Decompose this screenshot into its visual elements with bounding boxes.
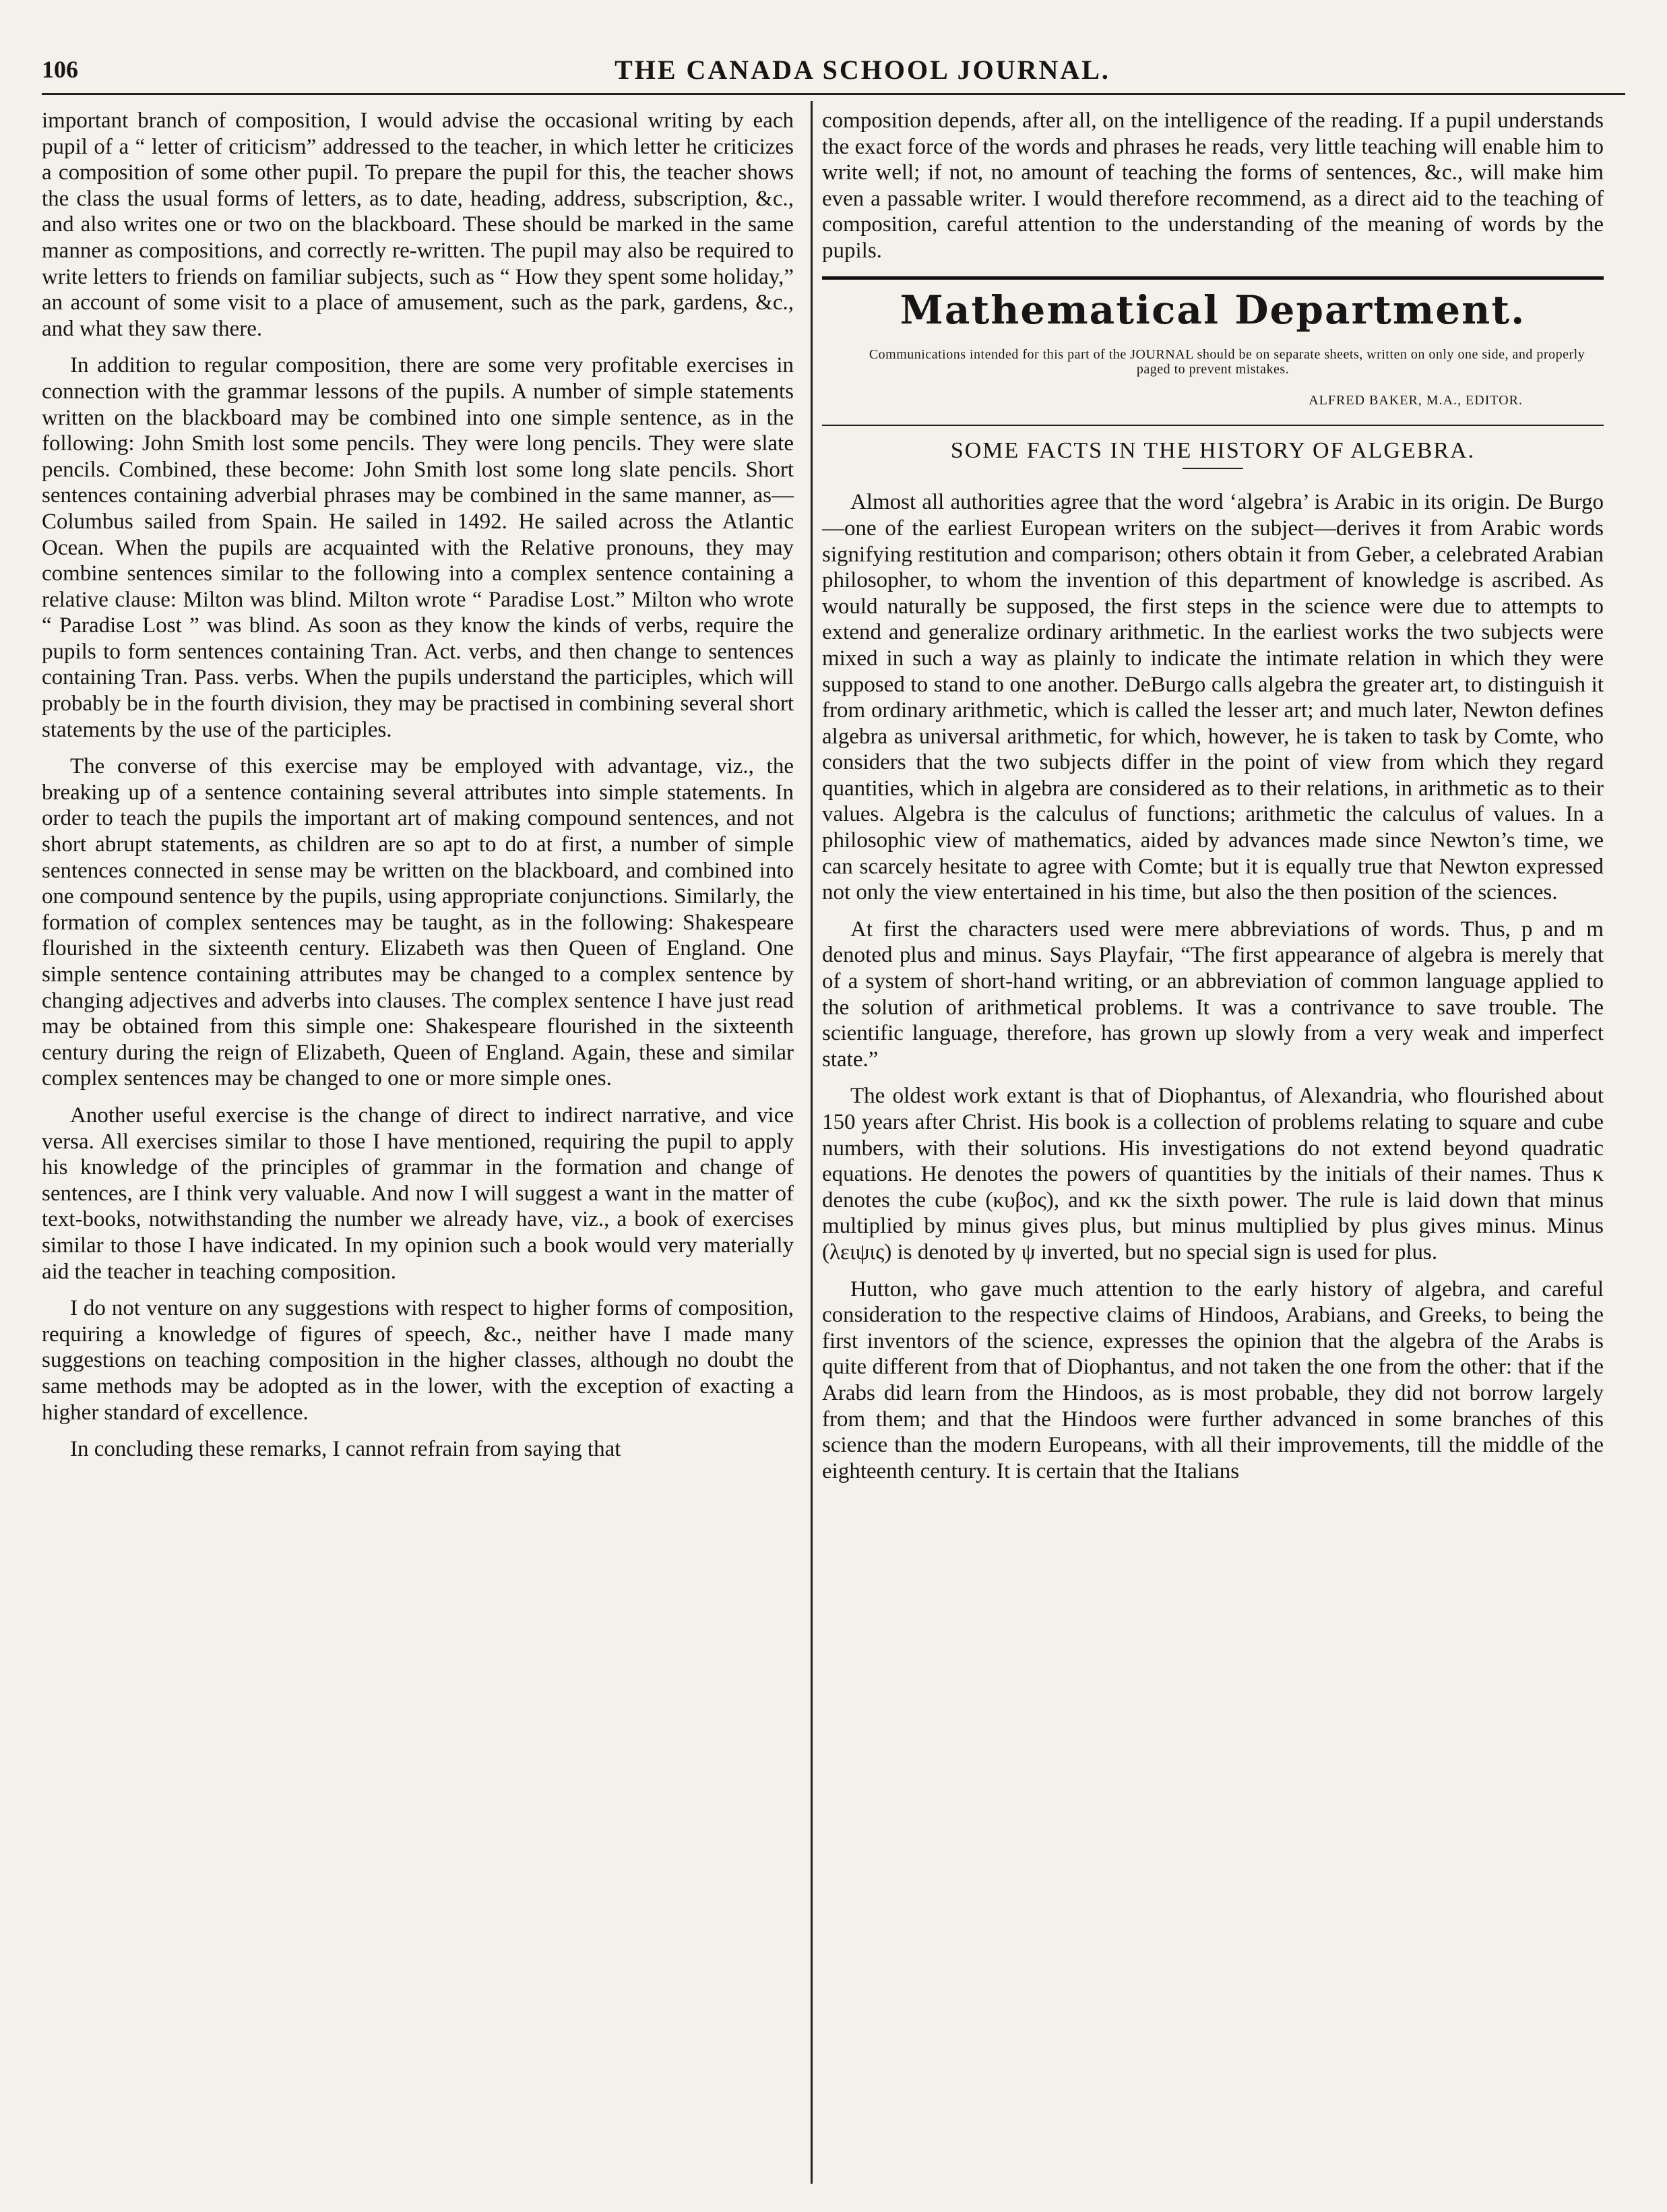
paragraph: In concluding these remarks, I cannot refrain from saying that xyxy=(70,1437,621,1462)
department-notice: Communications intended for this part of the JOURNAL should be on separate sheets, written on only one side, and properly paged to prevent mistakes. xyxy=(869,347,1585,377)
paragraph: The oldest work extant is that of Diophantus, of Alexandria, who flourished about 150 years after Christ. His book is a collection of problems relating to square and cube numbers, with their solutions. His investigations do not extend beyond quadratic equations. He denotes the powers of quantities by the initials of their names. Thus κ denotes the cube (κυβος), and κκ the sixth power. The rule is laid down that minus multiplied by minus gives plus, but minus multiplied by plus gives minus. Minus (λειψις) is denoted by ψ inverted, but no special sign is used for plus. xyxy=(822,1084,1604,1264)
section-rule xyxy=(822,276,1604,280)
department-title: Mathematical Department. xyxy=(900,286,1526,333)
paragraph: important branch of composition, I would advise the occasional writing by each pupil of a “ letter of criticism” addressed to the teacher, in which letter he criticizes a composition of some other pupil. To prepare the pupil for this, the teacher shows the class the usual forms of letters, as to date, heading, address, subscription, &c., and also writes one or two on the blackboard. These should be marked in the same manner as compositions, and correctly re-written. The pupil may also be required to write letters to friends on familiar subjects, such as “ How they spent some holiday,” an account of some visit to a place of amusement, such as the park, gardens, &c., and what they saw there. xyxy=(42,109,794,341)
heading-rule xyxy=(1183,468,1243,469)
header-rule xyxy=(42,93,1625,95)
article-heading: SOME FACTS IN THE HISTORY OF ALGEBRA. xyxy=(950,437,1476,463)
page-number: 106 xyxy=(42,56,78,83)
left-column xyxy=(42,108,794,1473)
paragraph: In addition to regular composition, there are some very profitable exercises in connection with the grammar lessons of the pupils. A number of simple statements written on the blackboard may be combined into one simple sentence, as in the following: John Smith lost some pencils. They were long pencils. They were slate pencils. Combined, these become: John Smith lost some long slate pencils. Short sentences containing adverbial phrases may be combined in the same manner, as—Columbus sailed from Spain. He sailed in 1492. He sailed across the Atlantic Ocean. When the pupils are acquainted with the Relative pronouns, they may combine sentences similar to the following into a complex sentence containing a relative clause: Milton was blind. Milton wrote “ Paradise Lost.” Milton who wrote “ Paradise Lost ” was blind. As soon as they know the kinds of verbs, require the pupils to form sentences containing Tran. Act. verbs, and then change to sentences containing Tran. Pass. verbs. When the pupils understand the participles, which will probably be in the fourth division, they may be practised in combining several short statements by the use of the participles. xyxy=(42,353,794,742)
paragraph: At first the characters used were mere abbreviations of words. Thus, p and m denoted plus and minus. Says Playfair, “The first appearance of algebra is merely that of a system of short-hand writing, or an abbreviation of common language applied to the solution of arithmetical problems. It was a contrivance to save trouble. The scientific language, therefore, has grown up slowly from a very weak and imperfect state.” xyxy=(822,917,1604,1072)
paragraph: Almost all authorities agree that the word ‘algebra’ is Arabic in its origin. De Burgo—one of the earliest European writers on the subject—derives it from Arabic words signifying restitution and comparison; others obtain it from Geber, a celebrated Arabian philosopher, to whom the invention of this department of knowledge is ascribed. As would naturally be supposed, the first steps in the science were due to attempts to extend and generalize ordinary arithmetic. In the earliest works the two subjects were mixed in such a way as plainly to indicate the intimate relation in which they were supposed to stand to one another. DeBurgo calls algebra the greater art, to distinguish it from ordinary arithmetic, which is called the lesser art; and much later, Newton defines algebra as universal arithmetic, for which, however, he is taken to task by Comte, who considers that the two subjects differ in the point of view from which they regard quantities, which in algebra are considered as to their relations, in arithmetic as to their values. Algebra is the calculus of functions; arithmetic the calculus of values. In a philosophic view of mathematics, aided by advances made since Newton’s time, we can scarcely hesitate to agree with Comte; but it is equally true that Newton expressed not only the view entertained in his time, but also the then position of the sciences. xyxy=(822,490,1604,905)
column-divider xyxy=(811,101,813,2184)
right-column xyxy=(822,108,1604,1495)
section-rule xyxy=(822,425,1604,426)
journal-title: THE CANADA SCHOOL JOURNAL. xyxy=(615,55,1110,85)
paragraph: The converse of this exercise may be employed with advantage, viz., the breaking up of a sentence containing several attributes into simple statements. In order to teach the pupils the important art of making compound sentences, and not short abrupt statements, as children are so apt to do at first, a number of simple sentences connected in sense may be written on the blackboard, and combined into one compound sentence by the pupils, using appropriate conjunctions. Similarly, the formation of complex sentences may be taught, as in the following: Shakespeare flourished in the sixteenth century. Elizabeth was then Queen of England. One simple sentence containing attributes may be changed to a complex sentence by changing adjectives and adverbs into clauses. The complex sentence I have just read may be obtained from this simple one: Shakespeare flourished in the sixteenth century during the reign of Elizabeth, Queen of England. Again, these and similar complex sentences may be changed to one or more simple ones. xyxy=(42,754,794,1091)
paragraph: Hutton, who gave much attention to the early history of algebra, and careful consideration to the respective claims of Hindoos, Arabians, and Greeks, to being the first inventors of the science, expresses the opinion that the algebra of the Arabs is quite different from that of Diophantus, and not taken the one from the other: that if the Arabs did learn from the Hindoos, as is most probable, they did not borrow largely from them; and that the Hindoos were further advanced in some branches of this science than the modern Europeans, with all their improvements, till the middle of the eighteenth century. It is certain that the Italians xyxy=(822,1277,1604,1483)
paragraph: composition depends, after all, on the intelligence of the reading. If a pupil understands the exact force of the words and phrases he reads, very little teaching will enable him to write well; if not, no amount of teaching the forms of sentences, &c., will make him even a passable writer. I would therefore recommend, as a direct aid to the teaching of composition, careful attention to the understanding of the meaning of words by the pupils. xyxy=(822,109,1604,263)
department-editor: ALFRED BAKER, M.A., EDITOR. xyxy=(1309,393,1523,408)
paragraph: Another useful exercise is the change of direct to indirect narrative, and vice versa. All exercises similar to those I have mentioned, requiring the pupil to apply his knowledge of the principles of grammar in the formation and change of sentences, are I think very valuable. And now I will suggest a want in the matter of text-books, notwithstanding the number we already have, viz., a book of exercises similar to those I have indicated. In my opinion such a book would very materially aid the teacher in teaching composition. xyxy=(42,1103,794,1284)
paragraph: I do not venture on any suggestions with respect to higher forms of composition, requiring a knowledge of figures of speech, &c., neither have I made many suggestions on teaching composition in the higher classes, although no doubt the same methods may be adopted as in the lower, with the exception of exacting a higher standard of excellence. xyxy=(42,1296,794,1425)
